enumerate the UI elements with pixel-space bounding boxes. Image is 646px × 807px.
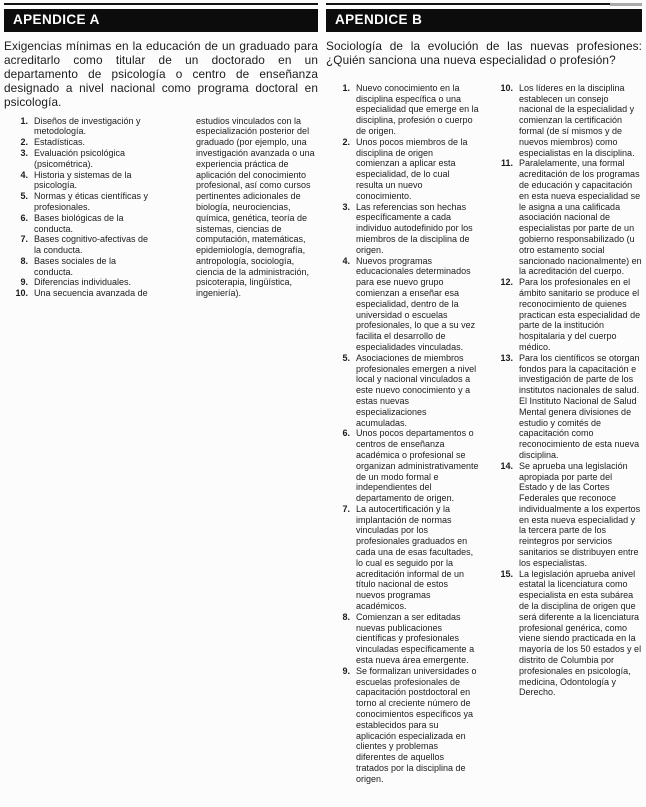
item-text: Bases cognitivo-afectivas de la conducta. bbox=[34, 234, 149, 256]
appendix-b-header bbox=[326, 9, 642, 32]
item-text: Para los profesionales en el ámbito sanitario se produce el reconocimiento de quienes practican esta especialidad de parte de la institución hospitalaria y del cuerpo médico. bbox=[519, 277, 641, 352]
item-text: La legislación aprueba anivel estatal la licenciatura como especialista en esta subárea de la disciplina de origen que será diferente a la licenciatura profesional genérica, como viene siendo practicada en la mayoría de los 50 estados y el distrito de Columbia por profesionales en psicología, medicina, Odontología y Derecho. bbox=[519, 568, 642, 698]
item-number: 1. bbox=[342, 82, 350, 93]
item-number: 5. bbox=[20, 191, 28, 202]
item-text: Estadísticas. bbox=[34, 137, 86, 148]
item-text: Nuevo conocimiento en la disciplina específica o una especialidad que emerge en la disciplina, profesión o cuerpo de origen. bbox=[356, 82, 479, 136]
appendix-b-list-right bbox=[489, 83, 642, 785]
list-item bbox=[4, 137, 156, 148]
list-item bbox=[326, 612, 479, 666]
appendix-a-columns bbox=[4, 116, 318, 300]
item-number: 4. bbox=[342, 255, 350, 266]
list-item bbox=[326, 428, 479, 504]
appendix-a bbox=[4, 3, 318, 807]
item-text: Paralelamente, una formal acreditación de los programas de educación y capacitación en esta nueva especialidad se le asigna a una calificada asociación nacional de especialistas por parte de un gobierno responsabilizado (u otro estamento social sancionado nacionalmente) en la acreditación del cuerpo. bbox=[519, 158, 642, 277]
item-number: 7. bbox=[20, 234, 28, 245]
appendix-a-header bbox=[4, 9, 318, 32]
scan-artifact bbox=[610, 3, 642, 6]
appendix-a-intro: Exigencias mínimas en la educación de un graduado para acreditarlo como titular de un doctorado en un departamento de psicología o centro de enseñanza designado a nivel nacional como programa doctoral en psicología. bbox=[4, 39, 318, 109]
item-text: Evaluación psicológica (psicométrica). bbox=[34, 147, 126, 169]
item-number: 9. bbox=[20, 277, 28, 288]
list-item bbox=[489, 158, 642, 277]
item-text: Se aprueba una legislación apropiada por parte del Estado y de las Cortes Federales que reconoce individualmente a los expertos en esta nueva especialidad y la tercera parte de los reintegros por servicios sanitarios se distribuyen entre los especialistas. bbox=[519, 460, 641, 568]
list-item bbox=[4, 148, 156, 170]
list-item bbox=[4, 288, 156, 299]
list-item bbox=[4, 277, 156, 288]
list-item bbox=[326, 353, 479, 429]
item-text: La autocertificación y la implantación de normas vinculadas por los profesionales graduados en cada una de esas facultades, lo cual es seguido por la acreditación informal de un título nacional de estos nuevos programas académicos. bbox=[356, 503, 474, 612]
item-number: 6. bbox=[20, 212, 28, 223]
appendix-b-list-left bbox=[326, 83, 479, 785]
item-text: Los líderes en la disciplina establecen un consejo nacional de la especialidad y comienzan la certificación formal (de sí mismos y de nuevos miembros) como especialistas en la disciplina. bbox=[519, 82, 635, 158]
item-text: Una secuencia avanzada de bbox=[34, 288, 148, 299]
item-number: 3. bbox=[20, 147, 28, 158]
list-item bbox=[489, 461, 642, 569]
list-item bbox=[4, 191, 156, 213]
item-text: Normas y éticas científicas y profesionales. bbox=[34, 191, 149, 212]
appendix-b-columns bbox=[326, 83, 642, 785]
item-number: 12. bbox=[500, 277, 513, 288]
item-text: Unos pocos departamentos o centros de enseñanza académica o profesional se organizan administrativamente de un modo formal e independientes del departamento de origen. bbox=[356, 428, 479, 504]
item-text: Las referencias son hechas específicamente a cada individuo autodefinido por los miembros de la disciplina de origen. bbox=[356, 201, 473, 255]
list-item bbox=[4, 256, 156, 278]
appendix-b-title: APENDICE B bbox=[335, 12, 423, 27]
list-item bbox=[4, 213, 156, 235]
list-item bbox=[326, 83, 479, 137]
appendix-b bbox=[326, 3, 642, 807]
list-item bbox=[326, 666, 479, 785]
item-text: Nuevos programas educacionales determinados para ese nuevo grupo comienzan a enseñar esa especialidad, dentro de la universidad o escuelas profesionales, lo que a su vez facilita el desarrollo de especialidades vinculadas. bbox=[356, 255, 476, 352]
list-item bbox=[4, 116, 156, 138]
item-number: 3. bbox=[342, 201, 350, 212]
appendix-a-title: APENDICE A bbox=[13, 12, 100, 27]
item-number: 13. bbox=[500, 352, 513, 363]
list-item bbox=[4, 170, 156, 192]
list-item bbox=[489, 83, 642, 159]
item-number: 5. bbox=[342, 352, 350, 363]
item-number: 7. bbox=[342, 503, 350, 514]
item-number: 14. bbox=[500, 460, 513, 471]
item-number: 9. bbox=[342, 665, 350, 676]
top-rule bbox=[4, 3, 318, 5]
top-rule bbox=[326, 3, 642, 5]
item-text: Se formalizan universidades o escuelas profesionales de capacitación postdoctoral en torno al creciente número de conocimientos específicos ya establecidos para su aplicación especializada en clientes y problemas diferentes de aquellos tratados por la disciplina de origen. bbox=[356, 665, 477, 784]
appendix-a-item10-continuation: estudios vinculados con la especialización posterior del graduado (por ejemplo, una investigación avanzada o una experiencia práctica de aplicación del conocimiento profesional, así como cursos pertinentes adicionales de biología, neurociencias, química, genética, teoría de sistemas, ciencias de computación, matemáticas, epidemiología, demografía, antropología, sociología, ciencia de la administración, psicoterapia, lingüística, ingeniería). bbox=[196, 115, 315, 299]
item-text: Diferencias individuales. bbox=[34, 277, 132, 288]
item-number: 4. bbox=[20, 169, 28, 180]
appendix-b-intro: Sociología de la evolución de las nuevas profesiones: ¿Quién sanciona una nueva especialidad o profesión? bbox=[326, 39, 642, 67]
item-text: Bases sociales de la conducta. bbox=[34, 255, 117, 277]
list-item bbox=[4, 234, 156, 256]
item-number: 1. bbox=[20, 115, 28, 126]
item-text: Unos pocos miembros de la disciplina de origen comienzan a aplicar esta especialidad, de lo cual resulta un nuevo conocimiento. bbox=[356, 136, 468, 201]
item-text: Asociaciones de miembros profesionales emergen a nivel local y nacional vinculados a este nuevo conocimiento y a estas nuevas especializaciones acumuladas. bbox=[356, 352, 477, 428]
item-number: 6. bbox=[342, 428, 350, 439]
list-item bbox=[326, 256, 479, 353]
list-item bbox=[326, 202, 479, 256]
item-number: 2. bbox=[342, 136, 350, 147]
item-text: Para los científicos se otorgan fondos para la capacitación e investigación de parte de los institutos nacionales de salud. El Instituto Nacional de Salud Mental genera divisiones de estudio y comités de capacitación como reconocimiento de esta nueva disciplina. bbox=[519, 352, 640, 460]
item-number: 2. bbox=[20, 137, 28, 148]
item-text: Bases biológicas de la conducta. bbox=[34, 212, 124, 234]
list-item bbox=[326, 137, 479, 202]
item-number: 10. bbox=[500, 82, 513, 93]
item-number: 8. bbox=[342, 611, 350, 622]
list-item bbox=[489, 569, 642, 699]
item-text: Historia y sistemas de la psicología. bbox=[34, 169, 132, 191]
item-number: 8. bbox=[20, 255, 28, 266]
list-item bbox=[489, 353, 642, 461]
item-text: Comienzan a ser editadas nuevas publicaciones científicas y profesionales vinculadas específicamente a esta nueva área emergente. bbox=[356, 611, 475, 666]
item-number: 15. bbox=[500, 568, 513, 579]
item-text: Diseños de investigación y metodología. bbox=[34, 115, 141, 137]
item-number: 11. bbox=[500, 158, 513, 169]
appendix-a-list bbox=[4, 116, 156, 300]
list-item bbox=[326, 504, 479, 612]
list-item bbox=[489, 277, 642, 353]
item-number: 10. bbox=[15, 288, 28, 299]
